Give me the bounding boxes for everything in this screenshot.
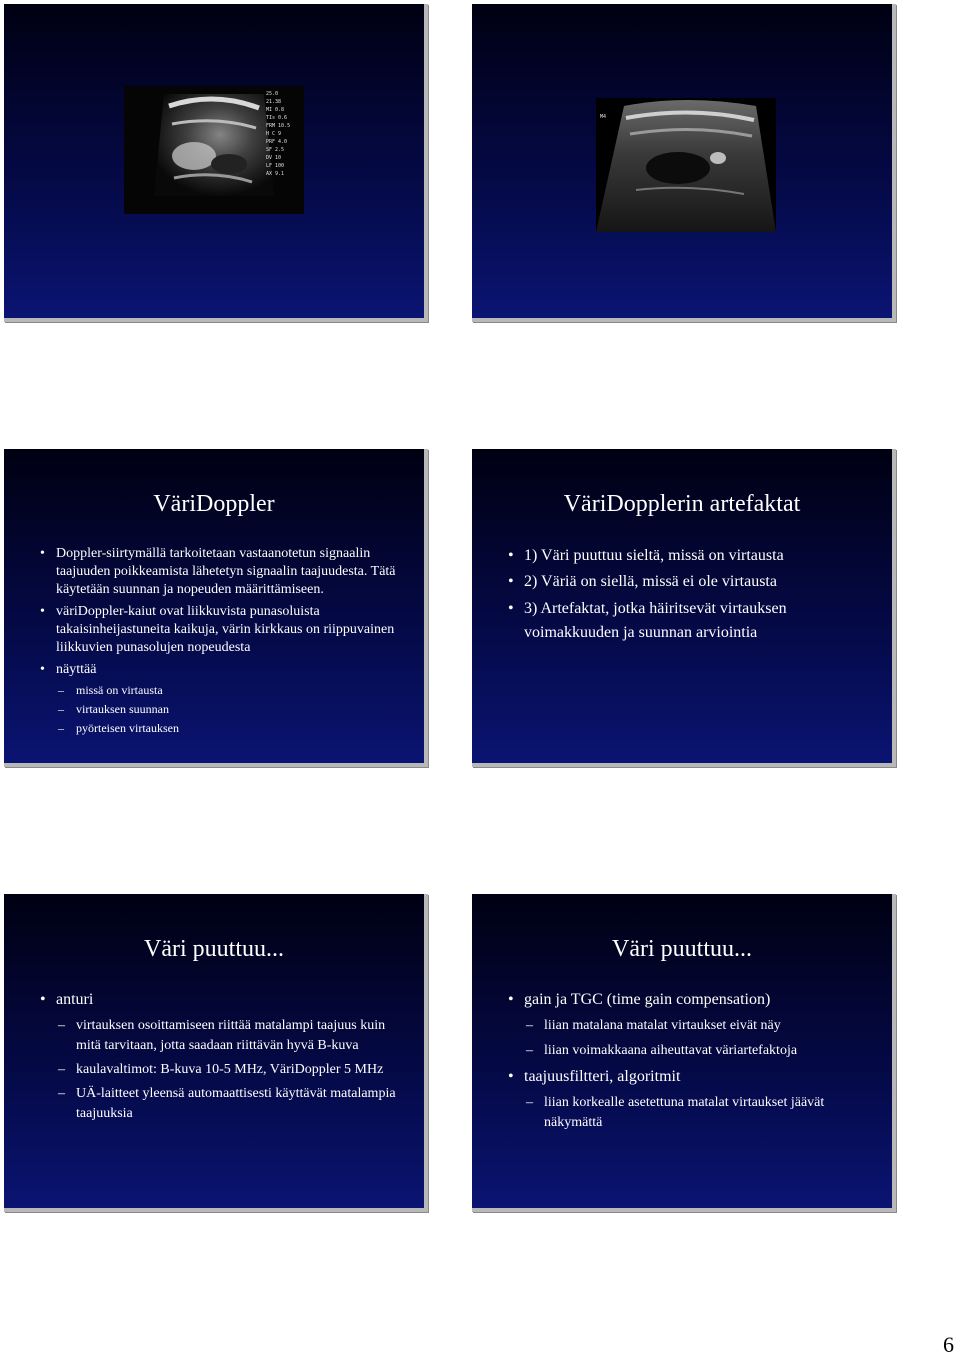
bullet-item: • Doppler-siirtymällä tarkoitetaan vastaanotetun signaalin taajuuden poikkeamista lähetetyn signaalin taajuudesta. Tätä käytetään suunnan ja nopeuden määrittämiseen. — [36, 545, 396, 599]
slide-1 — [4, 4, 428, 322]
readout-line: MI 0.8 — [266, 107, 285, 113]
sub-bullet-item: – missä on virtausta — [36, 682, 396, 699]
readout-line: TIs 0.6 — [266, 115, 288, 121]
bullet-list — [36, 990, 406, 1124]
slide-title: Väri puuttuu... — [612, 936, 752, 962]
bullet-list — [36, 545, 396, 737]
readout-line: SF 2.5 — [266, 147, 285, 153]
slide-title: VäriDopplerin artefaktat — [563, 491, 801, 517]
slide-4 — [472, 449, 896, 767]
page-number: 6 — [943, 1332, 954, 1357]
ultrasound-scan-graphic — [596, 98, 776, 232]
sub-bullet-item: – liian matalana matalat virtaukset eivät näy — [504, 1016, 884, 1036]
slide-6 — [472, 894, 896, 1212]
slide-title: VäriDoppler — [153, 491, 275, 517]
sub-bullet-item: – liian voimakkaana aiheuttavat väriartefaktoja — [504, 1041, 884, 1061]
ultrasound-image-2 — [596, 98, 776, 232]
bullet-list — [504, 545, 884, 645]
readout-line: PRF 4.0 — [266, 139, 288, 145]
slide-3 — [4, 449, 428, 767]
bullet-item: • näyttää — [36, 661, 396, 679]
screen-readout — [266, 90, 302, 178]
sub-bullet-item: – pyörteisen virtauksen — [36, 720, 396, 737]
bullet-item: • väriDoppler-kaiut ovat liikkuvista punasoluista takaisinheijastuneita kaikuja, värin kirkkaus on riippuvainen liikkuvien punasolujen nopeudesta — [36, 603, 396, 657]
bullet-item: • anturi — [36, 990, 406, 1010]
sub-bullet-item: – liian korkealle asetettuna matalat virtaukset jäävät näkymättä — [504, 1093, 884, 1133]
bullet-item: • gain ja TGC (time gain compensation) — [504, 990, 884, 1010]
readout-line: 21.38 — [266, 99, 282, 105]
ultrasound-image-1 — [124, 86, 304, 214]
bullet-list — [504, 990, 884, 1133]
bullet-item: • taajuusfiltteri, algoritmit — [504, 1067, 884, 1087]
bullet-item: • 3) Artefaktat, jotka häiritsevät virtauksen voimakkuuden ja suunnan arviointia — [504, 597, 884, 645]
bullet-item: • 1) Väri puuttuu sieltä, missä on virtausta — [504, 545, 884, 567]
sub-bullet-item: – virtauksen suunnan — [36, 701, 396, 718]
slide-title: Väri puuttuu... — [144, 936, 284, 962]
sub-bullet-item: – virtauksen osoittamiseen riittää matalampi taajuus kuin mitä tarvitaan, jotta saadaan riittävän hyvä B-kuva — [36, 1016, 406, 1056]
slide-2 — [472, 4, 896, 322]
readout-line: H C 9 — [266, 131, 282, 137]
slide-5 — [4, 894, 428, 1212]
bullet-item: • 2) Väriä on siellä, missä ei ole virtausta — [504, 571, 884, 593]
sub-bullet-item: – kaulavaltimot: B-kuva 10-5 MHz, VäriDoppler 5 MHz — [36, 1060, 406, 1080]
readout-line: 25.0 — [266, 91, 279, 97]
readout-line: AX 9.1 — [266, 171, 285, 177]
readout-line: LF 100 — [266, 163, 285, 169]
readout-line: FRM 10.5 — [266, 123, 291, 129]
readout-line: DV 10 — [266, 155, 282, 161]
sub-bullet-item: – UÄ-laitteet yleensä automaattisesti käyttävät matalampia taajuuksia — [36, 1084, 406, 1124]
screen-readout: M4 — [600, 114, 607, 120]
